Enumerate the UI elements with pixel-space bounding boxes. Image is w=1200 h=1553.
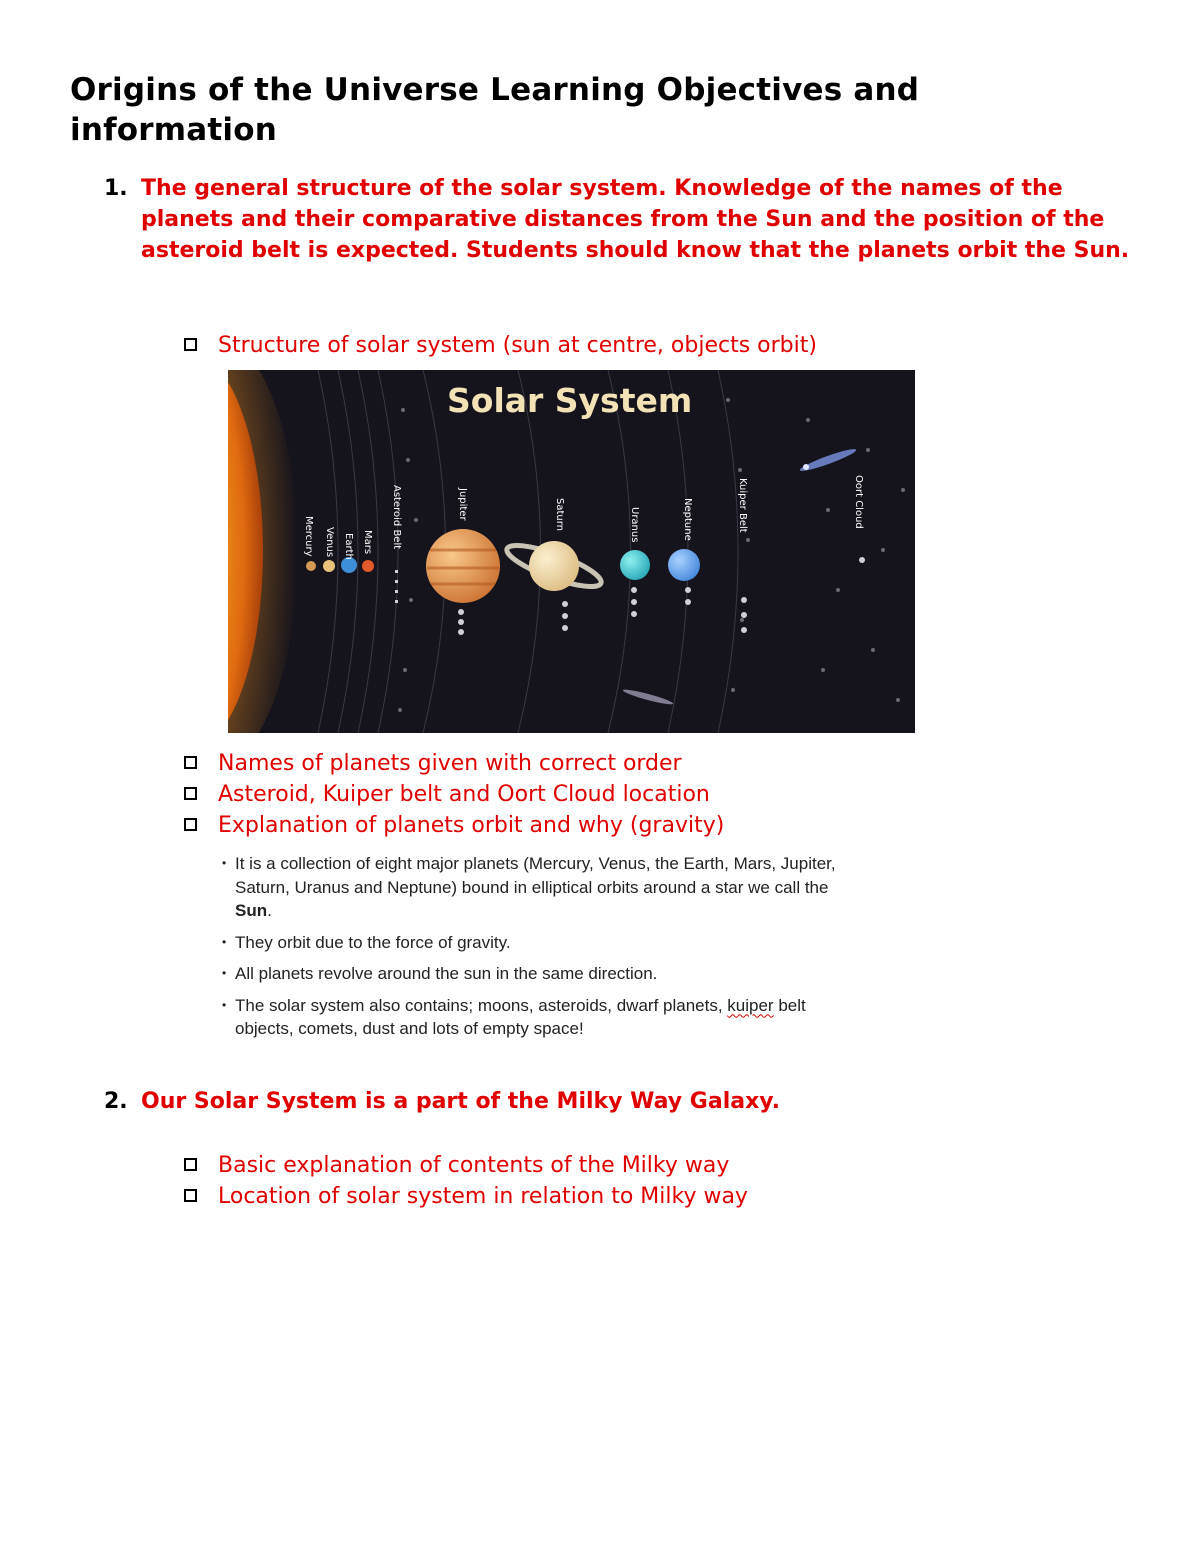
bullet-bold: Sun — [235, 901, 268, 920]
bullet-text: belt objects, comets, dust and lots of empty space! — [235, 995, 806, 1038]
solar-system-image — [228, 370, 915, 733]
svg-text:Oort Cloud: Oort Cloud — [853, 475, 864, 529]
bullet-icon: • — [222, 934, 227, 949]
svg-text:Neptune: Neptune — [682, 498, 693, 541]
svg-text:Saturn: Saturn — [554, 498, 565, 532]
page-title: Origins of the Universe Learning Objectives and information — [70, 72, 920, 148]
checklist-label: Asteroid, Kuiper belt and Oort Cloud location — [218, 782, 710, 807]
checklist-label: Explanation of planets orbit and why (gravity) — [218, 813, 725, 838]
bullet-icon: • — [222, 856, 227, 870]
checkbox[interactable] — [184, 338, 197, 351]
svg-text:Uranus: Uranus — [629, 507, 640, 543]
checklist-label: Names of planets given with correct order — [218, 751, 682, 776]
svg-text:Jupiter: Jupiter — [457, 488, 468, 521]
checkbox[interactable] — [184, 1189, 197, 1202]
svg-text:Asteroid Belt: Asteroid Belt — [391, 485, 402, 550]
objective-number: 1. — [104, 176, 128, 201]
checkbox[interactable] — [184, 787, 197, 800]
bullet-item — [222, 994, 862, 1041]
bullet-text: . — [267, 901, 272, 920]
svg-text:Venus: Venus — [324, 527, 335, 558]
bullet-icon: • — [222, 966, 227, 980]
bullet-list — [222, 852, 862, 1049]
bullet-text: The solar system also contains; moons, asteroids, dwarf planets, — [235, 995, 728, 1015]
solar-system-illustration — [228, 370, 915, 733]
checkbox[interactable] — [184, 756, 197, 769]
checklist-label: Basic explanation of contents of the Milky way — [218, 1153, 730, 1178]
objective-number: 2. — [104, 1089, 128, 1114]
svg-text:Mars: Mars — [362, 530, 373, 555]
bullet-item — [222, 852, 862, 923]
checklist-label: Structure of solar system (sun at centre, objects orbit) — [218, 333, 817, 358]
objective-text: Our Solar System is a part of the Milky Way Galaxy. — [141, 1089, 780, 1114]
bullet-icon: • — [222, 997, 227, 1012]
svg-text:Mercury: Mercury — [303, 516, 314, 557]
bullet-text: They orbit due to the force of gravity. — [235, 932, 511, 952]
spellcheck-word: kuiper — [727, 995, 774, 1015]
svg-text:Solar System: Solar System — [447, 381, 693, 420]
checkbox[interactable] — [184, 1158, 197, 1171]
bullet-text: All planets revolve around the sun in the same direction. — [235, 964, 658, 983]
objective-text: The general structure of the solar system. Knowledge of the names of the planets and their comparative distances from the Sun and the position of the asteroid belt is expected. Students should know that the planets orbit the Sun. — [141, 176, 1130, 263]
checkbox[interactable] — [184, 818, 197, 831]
svg-text:Earth: Earth — [343, 533, 354, 560]
bullet-item — [222, 931, 862, 955]
checklist-label: Location of solar system in relation to Milky way — [218, 1184, 748, 1209]
bullet-text: It is a collection of eight major planets (Mercury, Venus, the Earth, Mars, Jupiter, Saturn, Uranus and Neptune) bound in elliptical orbits around a star we call the — [235, 854, 836, 897]
svg-text:Kuiper Belt: Kuiper Belt — [737, 478, 748, 533]
bullet-item — [222, 962, 862, 986]
